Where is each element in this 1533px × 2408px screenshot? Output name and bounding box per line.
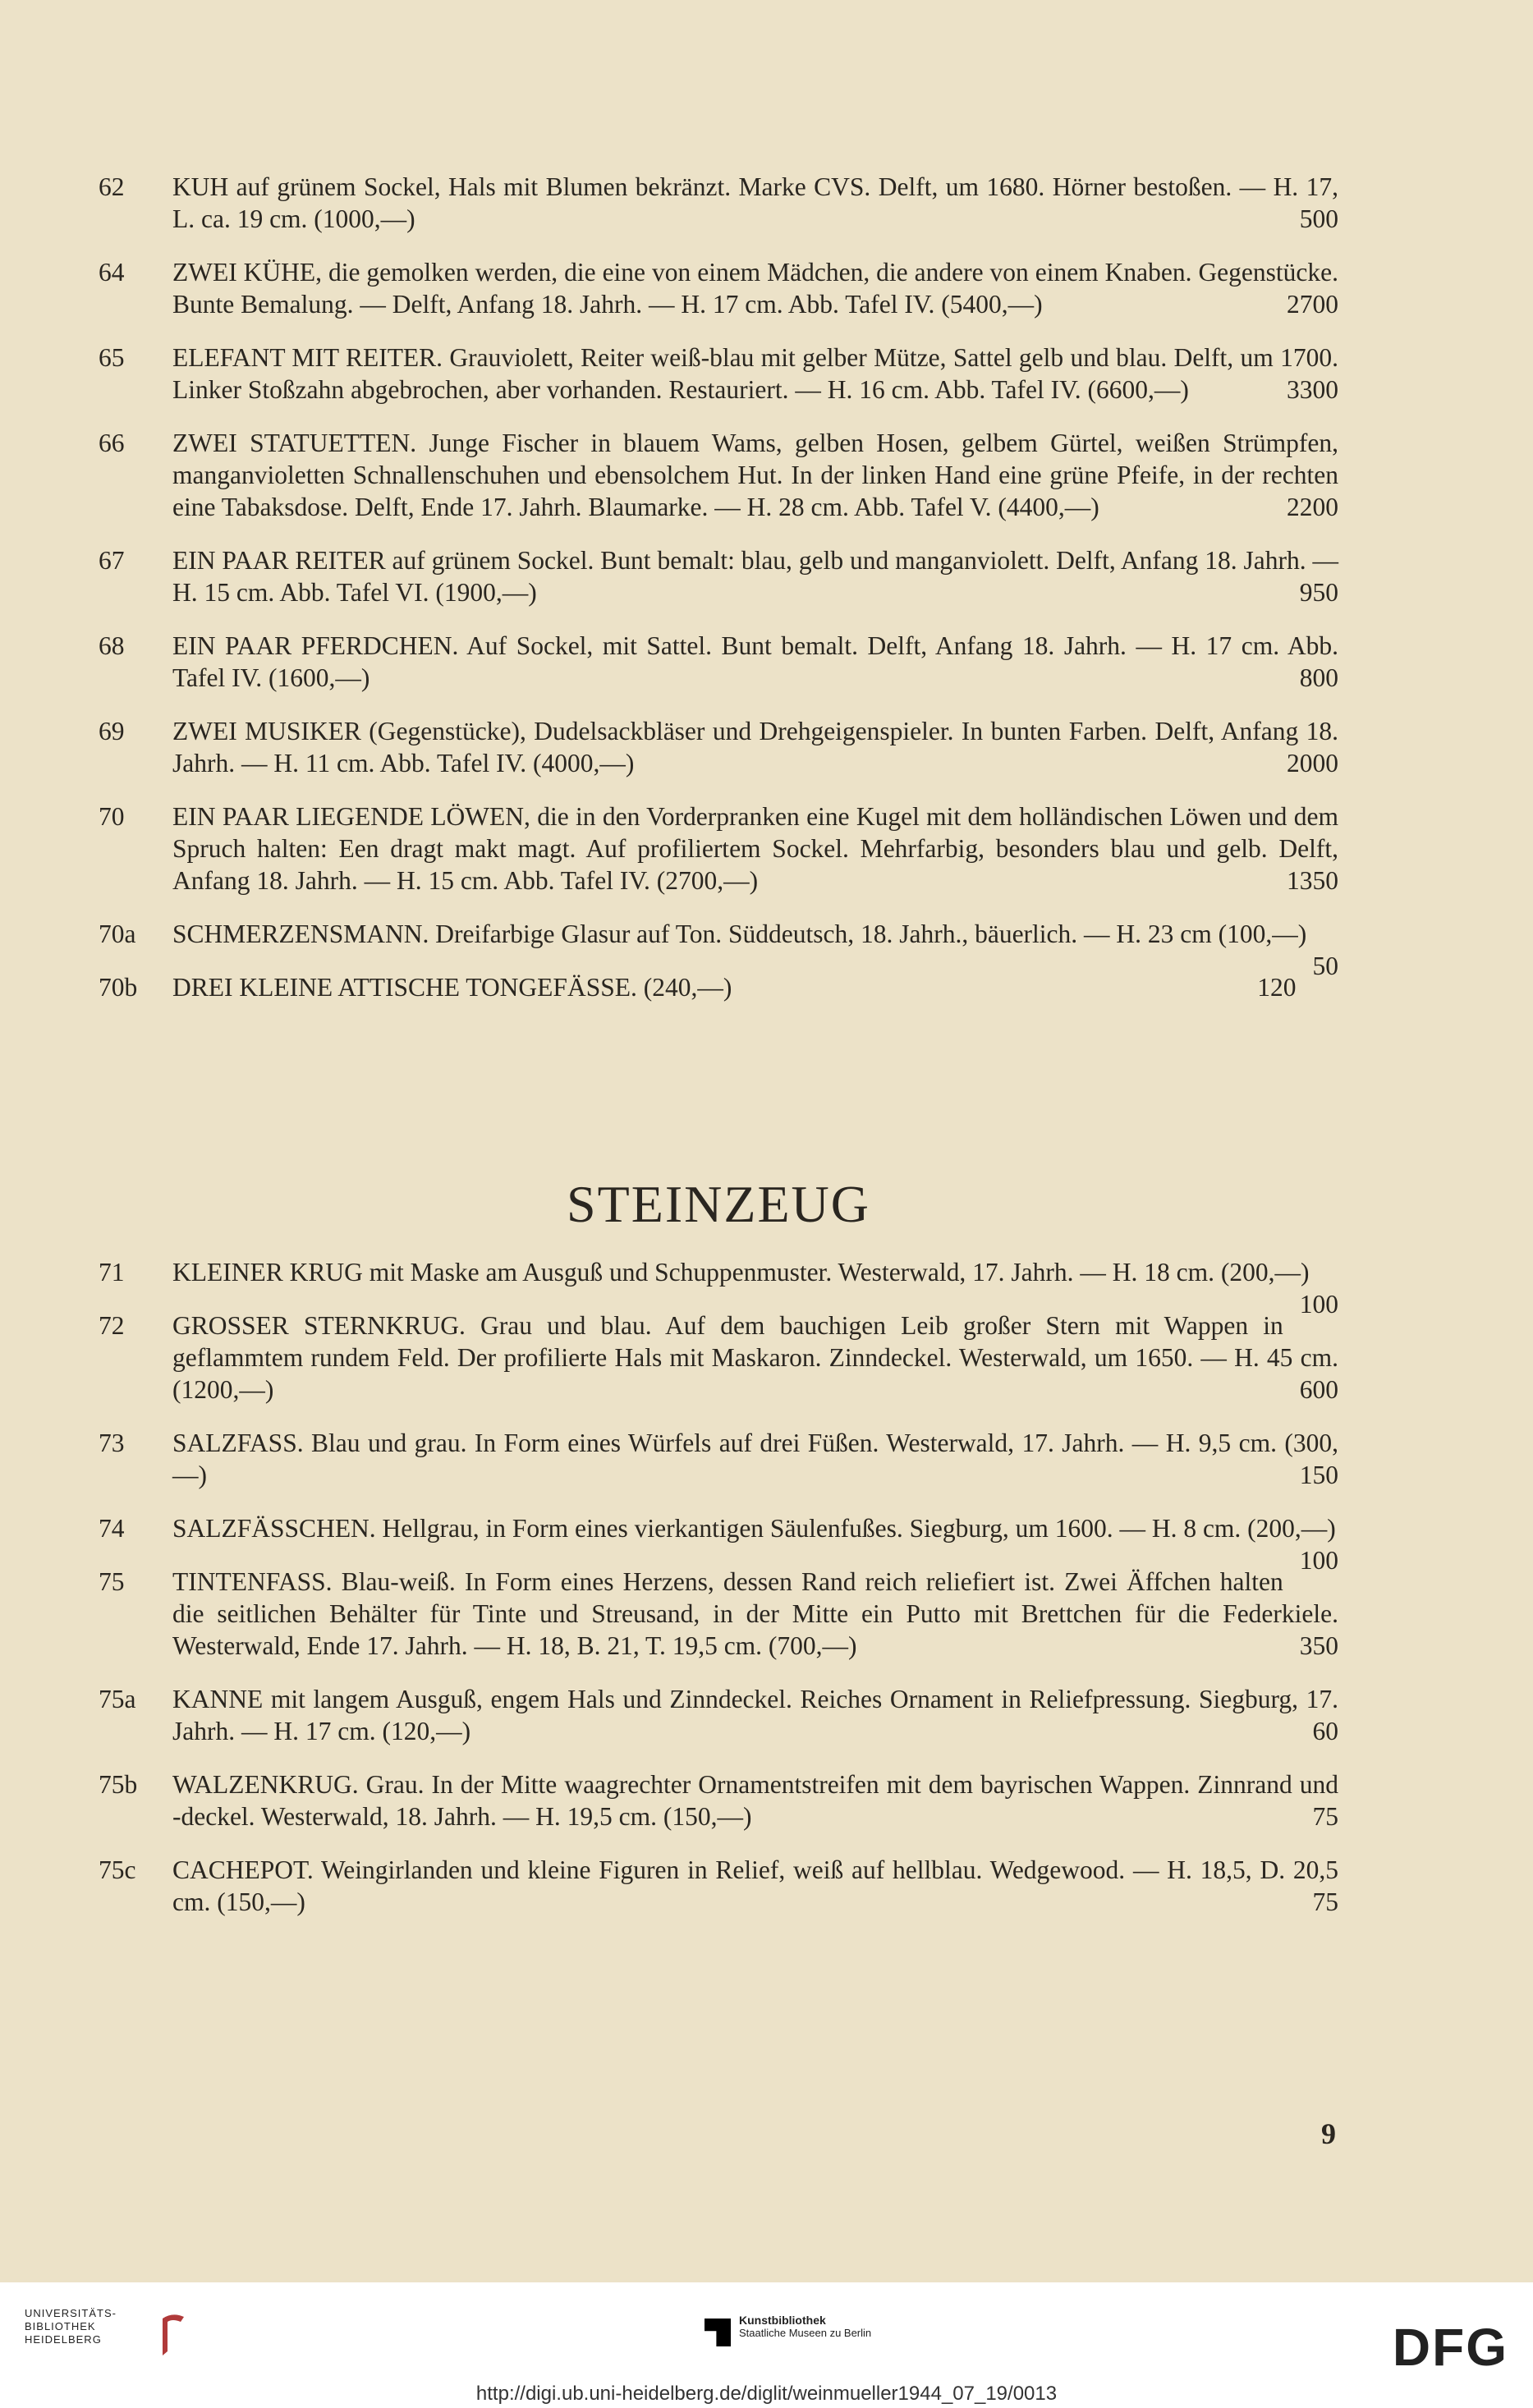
catalog-entry — [99, 256, 1338, 320]
entry-number: 67 — [99, 546, 125, 575]
entry-number: 66 — [99, 429, 125, 457]
catalog-entry — [99, 1683, 1338, 1747]
entry-number: 74 — [99, 1514, 125, 1543]
entry-price: 120 — [1257, 973, 1297, 1002]
uni-logo-line: HEIDELBERG — [25, 2333, 102, 2346]
entry-price: 2700 — [1287, 290, 1338, 319]
entry-description: SCHMERZENSMANN. Dreifarbige Glasur auf Ton. Süddeutsch, 18. Jahrh., bäuerlich. — H. 23 cm (100,—) — [172, 920, 1307, 948]
catalog-entry — [99, 1512, 1338, 1575]
viewer-footer — [0, 2282, 1533, 2408]
entry-number: 70a — [99, 920, 136, 948]
kunstbibliothek-logo[interactable] — [739, 2314, 871, 2339]
catalog-entry — [99, 1566, 1338, 1662]
entry-price: 75 — [1312, 1802, 1338, 1831]
entry-price: 2200 — [1287, 493, 1338, 521]
entry-number: 73 — [99, 1429, 125, 1457]
entry-price: 50 — [1312, 952, 1338, 980]
entry-description: DREI KLEINE ATTISCHE TONGEFÄSSE. (240,—) — [172, 973, 732, 1002]
entry-price: 1350 — [1287, 866, 1338, 895]
entry-description: KUH auf grünem Sockel, Hals mit Blumen bekränzt. Marke CVS. Delft, um 1680. Hörner bestoßen. — H. 17, L. ca. 19 cm. (1000,—) — [172, 172, 1338, 233]
catalog-entry — [99, 342, 1338, 406]
entry-description: SALZFÄSSCHEN. Hellgrau, in Form eines vierkantigen Säulenfußes. Siegburg, um 1600. — H. 8 cm. (200,—) — [172, 1514, 1336, 1543]
entry-list — [99, 171, 1338, 1025]
entry-price: 100 — [1299, 1290, 1338, 1319]
entry-description: TINTENFASS. Blau-weiß. In Form eines Herzens, dessen Rand reich reliefiert ist. Zwei Äffchen halten die seitlichen Behälter für Tinte und Streusand, in der Mitte ein Putto mit Brettchen für die Federkiele. Westerwald, Ende 17. Jahrh. — H. 18, B. 21, T. 19,5 cm. (700,—) — [172, 1567, 1338, 1660]
entry-number: 71 — [99, 1258, 125, 1287]
entry-description: EIN PAAR REITER auf grünem Sockel. Bunt bemalt: blau, gelb und manganviolett. Delft, Anfang 18. Jahrh. — H. 15 cm. Abb. Tafel VI. (1900,—) — [172, 546, 1338, 607]
entry-description: ZWEI STATUETTEN. Junge Fischer in blauem Wams, gelben Hosen, gelbem Gürtel, weißen Strümpfen, manganvioletten Schnallenschuhen und ebensolchem Hut. In der linken Hand eine grüne Pfeife, in der rechten eine Tabaksdose. Delft, Ende 17. Jahrh. Blaumarke. — H. 28 cm. Abb. Tafel V. (4400,—) — [172, 429, 1338, 521]
entry-price: 3300 — [1287, 375, 1338, 404]
entry-number: 75a — [99, 1685, 136, 1713]
entry-price: 100 — [1299, 1546, 1338, 1575]
catalog-entry — [99, 1854, 1338, 1918]
catalog-entry — [99, 1309, 1338, 1406]
entry-number: 72 — [99, 1311, 125, 1340]
entry-description: GROSSER STERNKRUG. Grau und blau. Auf dem bauchigen Leib großer Stern mit Wappen in geflammtem rundem Feld. Der profilierte Hals mit Maskaron. Zinndeckel. Westerwald, um 1650. — H. 45 cm. (1200,—) — [172, 1311, 1338, 1404]
section-heading: STEINZEUG — [567, 1175, 870, 1233]
catalog-entry — [99, 918, 1338, 980]
catalog-entry — [99, 1256, 1338, 1319]
entry-price: 350 — [1299, 1631, 1338, 1660]
dfg-logo[interactable]: DFG — [1392, 2318, 1508, 2377]
entry-number: 75 — [99, 1567, 125, 1596]
catalog-entry — [99, 971, 1338, 1003]
entry-description: SALZFASS. Blau und grau. In Form eines Würfels auf drei Füßen. Westerwald, 17. Jahrh. — H. 9,5 cm. (300,—) — [172, 1429, 1338, 1489]
catalog-entry — [99, 1768, 1338, 1832]
entry-number: 70 — [99, 802, 125, 831]
entry-number: 64 — [99, 258, 125, 287]
catalog-entry — [99, 544, 1338, 608]
entry-description: EIN PAAR LIEGENDE LÖWEN, die in den Vorderpranken eine Kugel mit dem holländischen Löwen und dem Spruch halten: Een dragt makt magt. Auf profiliertem Sockel. Mehrfarbig, besonders blau und gelb. Delft, Anfang 18. Jahrh. — H. 15 cm. Abb. Tafel IV. (2700,—) — [172, 802, 1338, 895]
catalog-entry — [99, 715, 1338, 779]
entry-price: 150 — [1299, 1461, 1338, 1489]
entry-price: 500 — [1299, 204, 1338, 233]
entry-number: 68 — [99, 631, 125, 660]
entry-number: 62 — [99, 172, 125, 201]
kunstbibliothek-icon — [705, 2319, 731, 2346]
entry-number: 65 — [99, 343, 125, 372]
entry-description: KANNE mit langem Ausguß, engem Hals und Zinndeckel. Reiches Ornament in Reliefpressung. Siegburg, 17. Jahrh. — H. 17 cm. (120,—) — [172, 1685, 1338, 1745]
entry-number: 75c — [99, 1855, 136, 1884]
entry-price: 950 — [1299, 578, 1338, 607]
uni-logo-line: UNIVERSITÄTS- — [25, 2307, 117, 2319]
entry-number: 70b — [99, 973, 138, 1002]
library-mark-icon — [156, 2310, 189, 2360]
entry-price: 800 — [1299, 663, 1338, 692]
entry-description: KLEINER KRUG mit Maske am Ausguß und Schuppenmuster. Westerwald, 17. Jahrh. — H. 18 cm. (200,—) — [172, 1258, 1310, 1287]
uni-logo-line: BIBLIOTHEK — [25, 2320, 96, 2332]
entry-number: 69 — [99, 717, 125, 745]
catalog-entry — [99, 1427, 1338, 1491]
entry-description: ELEFANT MIT REITER. Grauviolett, Reiter weiß-blau mit gelber Mütze, Sattel gelb und blau. Delft, um 1700. Linker Stoßzahn abgebrochen, aber vorhanden. Restauriert. — H. 16 cm. Abb. Tafel IV. (6600,—) — [172, 343, 1338, 404]
entry-number: 75b — [99, 1770, 138, 1799]
entry-price: 600 — [1299, 1375, 1338, 1404]
entry-description: EIN PAAR PFERDCHEN. Auf Sockel, mit Sattel. Bunt bemalt. Delft, Anfang 18. Jahrh. — H. 17 cm. Abb. Tafel IV. (1600,—) — [172, 631, 1338, 692]
kb-subtitle: Staatliche Museen zu Berlin — [739, 2327, 872, 2339]
catalog-entry — [99, 427, 1338, 523]
catalog-entry — [99, 800, 1338, 897]
steinzeug-entry-list — [99, 1256, 1338, 1939]
entry-price: 75 — [1312, 1887, 1338, 1916]
entry-description: ZWEI KÜHE, die gemolken werden, die eine von einem Mädchen, die andere von einem Knaben. Gegenstücke. Bunte Bemalung. — Delft, Anfang 18. Jahrh. — H. 17 cm. Abb. Tafel IV. (5400,—) — [172, 258, 1338, 319]
kb-title: Kunstbibliothek — [739, 2314, 826, 2327]
entry-description: ZWEI MUSIKER (Gegenstücke), Dudelsackbläser und Drehgeigenspieler. In bunten Farben. Delft, Anfang 18. Jahrh. — H. 11 cm. Abb. Tafel IV. (4000,—) — [172, 717, 1338, 777]
source-url[interactable]: http://digi.ub.uni-heidelberg.de/diglit/weinmueller1944_07_19/0013 — [475, 2383, 1058, 2405]
entry-price: 60 — [1312, 1717, 1338, 1745]
catalog-entry — [99, 171, 1338, 235]
entry-description: CACHEPOT. Weingirlanden und kleine Figuren in Relief, weiß auf hellblau. Wedgewood. — H. 18,5, D. 20,5 cm. (150,—) — [172, 1855, 1338, 1916]
university-library-logo[interactable] — [25, 2307, 117, 2346]
entry-price: 2000 — [1287, 749, 1338, 777]
catalog-entry — [99, 630, 1338, 694]
page-number: 9 — [1321, 2117, 1336, 2150]
entry-description: WALZENKRUG. Grau. In der Mitte waagrechter Ornamentstreifen mit dem bayrischen Wappen. Zinnrand und -deckel. Westerwald, 18. Jahrh. — H. 19,5 cm. (150,—) — [172, 1770, 1338, 1831]
